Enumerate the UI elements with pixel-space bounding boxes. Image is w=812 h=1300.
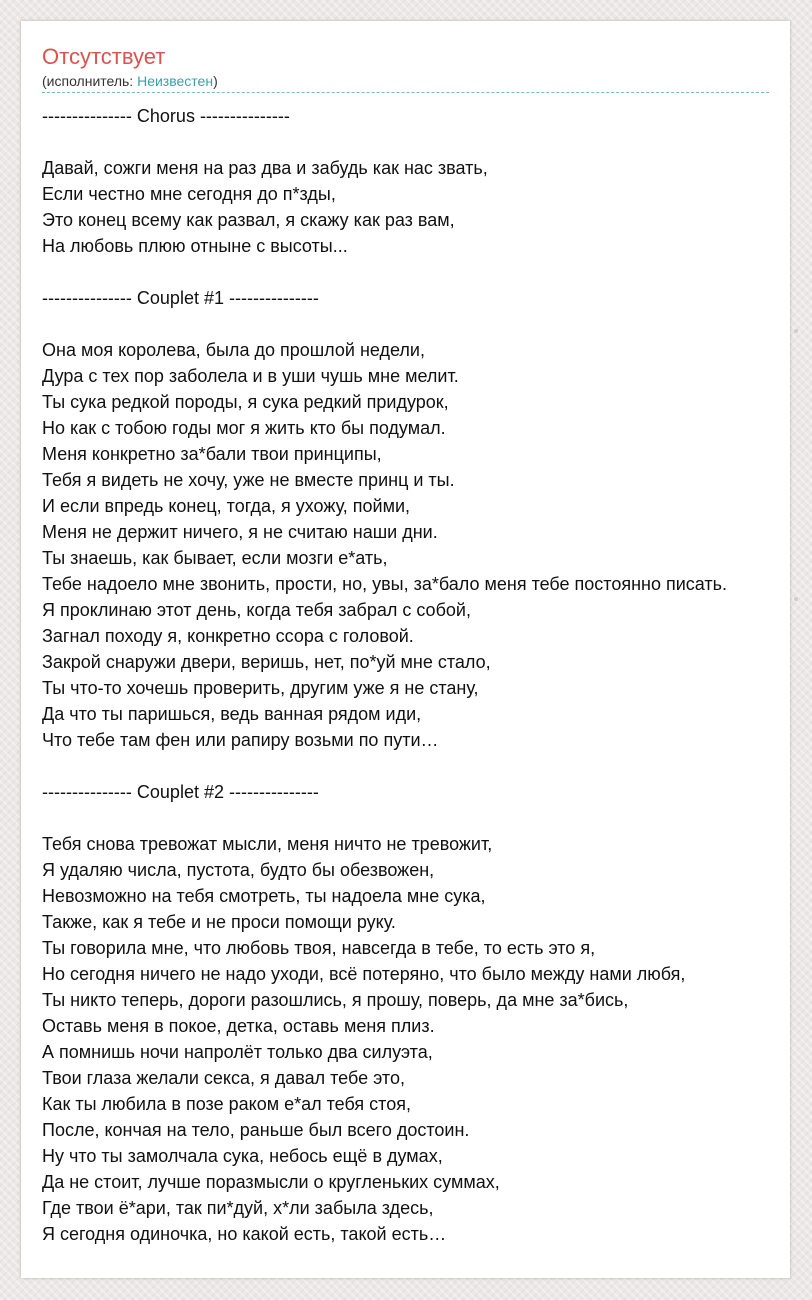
- lyric-line: Ты знаешь, как бывает, если мозги е*ать,: [42, 548, 388, 568]
- lyric-line: А помнишь ночи напролёт только два силуэта,: [42, 1042, 433, 1062]
- lyric-line: Загнал походу я, конкретно ссора с головой.: [42, 626, 414, 646]
- lyric-line: --------------- Couplet #1 ---------------: [42, 288, 319, 308]
- lyric-line: Меня не держит ничего, я не считаю наши дни.: [42, 522, 438, 542]
- lyric-line: Да что ты паришься, ведь ванная рядом иди,: [42, 704, 422, 724]
- decorative-dot: [794, 329, 798, 333]
- song-title: Отсутствует: [42, 44, 166, 69]
- lyric-line: Тебя снова тревожат мысли, меня ничто не тревожит,: [42, 834, 493, 854]
- lyric-line: Ты что-то хочешь проверить, другим уже я не стану,: [42, 678, 479, 698]
- lyric-line: Также, как я тебе и не проси помощи руку.: [42, 912, 396, 932]
- lyric-line: Меня конкретно за*бали твои принципы,: [42, 444, 382, 464]
- lyric-line: Давай, сожги меня на раз два и забудь как нас звать,: [42, 158, 488, 178]
- lyric-line: Оставь меня в покое, детка, оставь меня плиз.: [42, 1016, 435, 1036]
- blank-line: [42, 259, 790, 285]
- blank-line: [42, 805, 790, 831]
- title-divider: [42, 92, 769, 93]
- artist-suffix: ): [213, 73, 218, 89]
- lyric-line: Я проклинаю этот день, когда тебя забрал с собой,: [42, 600, 471, 620]
- artist-prefix: (исполнитель:: [42, 73, 138, 89]
- lyric-line: Если честно мне сегодня до п*зды,: [42, 184, 336, 204]
- lyrics-card: [21, 21, 790, 1278]
- lyric-line: Твои глаза желали секса, я давал тебе это,: [42, 1068, 405, 1088]
- lyric-line: Ты сука редкой породы, я сука редкий придурок,: [42, 392, 449, 412]
- decorative-dot: [794, 597, 798, 601]
- lyric-line: Тебя я видеть не хочу, уже не вместе принц и ты.: [42, 470, 455, 490]
- lyric-line: Где твои ё*ари, так пи*дуй, х*ли забыла здесь,: [42, 1198, 434, 1218]
- lyric-line: --------------- Chorus ---------------: [42, 106, 290, 126]
- lyric-line: Как ты любила в позе раком е*ал тебя стоя,: [42, 1094, 411, 1114]
- artist-line: [42, 72, 218, 90]
- lyric-line: --------------- Couplet #2 ---------------: [42, 782, 319, 802]
- lyric-line: Дура с тех пор заболела и в уши чушь мне мелит.: [42, 366, 459, 386]
- lyric-line: На любовь плюю отныне с высоты...: [42, 236, 348, 256]
- lyric-line: Но как с тобою годы мог я жить кто бы подумал.: [42, 418, 446, 438]
- lyric-line: Она моя королева, была до прошлой недели,: [42, 340, 425, 360]
- lyric-line: Я удаляю числа, пустота, будто бы обезвожен,: [42, 860, 435, 880]
- lyric-line: Ты никто теперь, дороги разошлись, я прошу, поверь, да мне за*бись,: [42, 990, 629, 1010]
- blank-line: [42, 311, 790, 337]
- artist-link[interactable]: Неизвестен: [137, 73, 214, 89]
- lyric-line: Что тебе там фен или рапиру возьми по пути…: [42, 730, 439, 750]
- lyric-line: Закрой снаружи двери, веришь, нет, по*уй мне стало,: [42, 652, 491, 672]
- lyric-line: После, кончая на тело, раньше был всего достоин.: [42, 1120, 470, 1140]
- lyric-line: Да не стоит, лучше поразмысли о кругленьких суммах,: [42, 1172, 500, 1192]
- lyric-line: И если впредь конец, тогда, я ухожу, пойми,: [42, 496, 411, 516]
- lyric-line: Ну что ты замолчала сука, небось ещё в думах,: [42, 1146, 443, 1166]
- blank-line: [42, 753, 790, 779]
- blank-line: [42, 129, 790, 155]
- lyric-line: Но сегодня ничего не надо уходи, всё потеряно, что было между нами любя,: [42, 964, 686, 984]
- lyric-line: Ты говорила мне, что любовь твоя, навсегда в тебе, то есть это я,: [42, 938, 596, 958]
- lyric-line: Невозможно на тебя смотреть, ты надоела мне сука,: [42, 886, 486, 906]
- lyric-line: Тебе надоело мне звонить, прости, но, увы, за*бало меня тебе постоянно писать.: [42, 574, 728, 594]
- lyric-line: Это конец всему как развал, я скажу как раз вам,: [42, 210, 455, 230]
- lyrics-body: [42, 103, 790, 1247]
- lyric-line: Я сегодня одиночка, но какой есть, такой есть…: [42, 1224, 447, 1244]
